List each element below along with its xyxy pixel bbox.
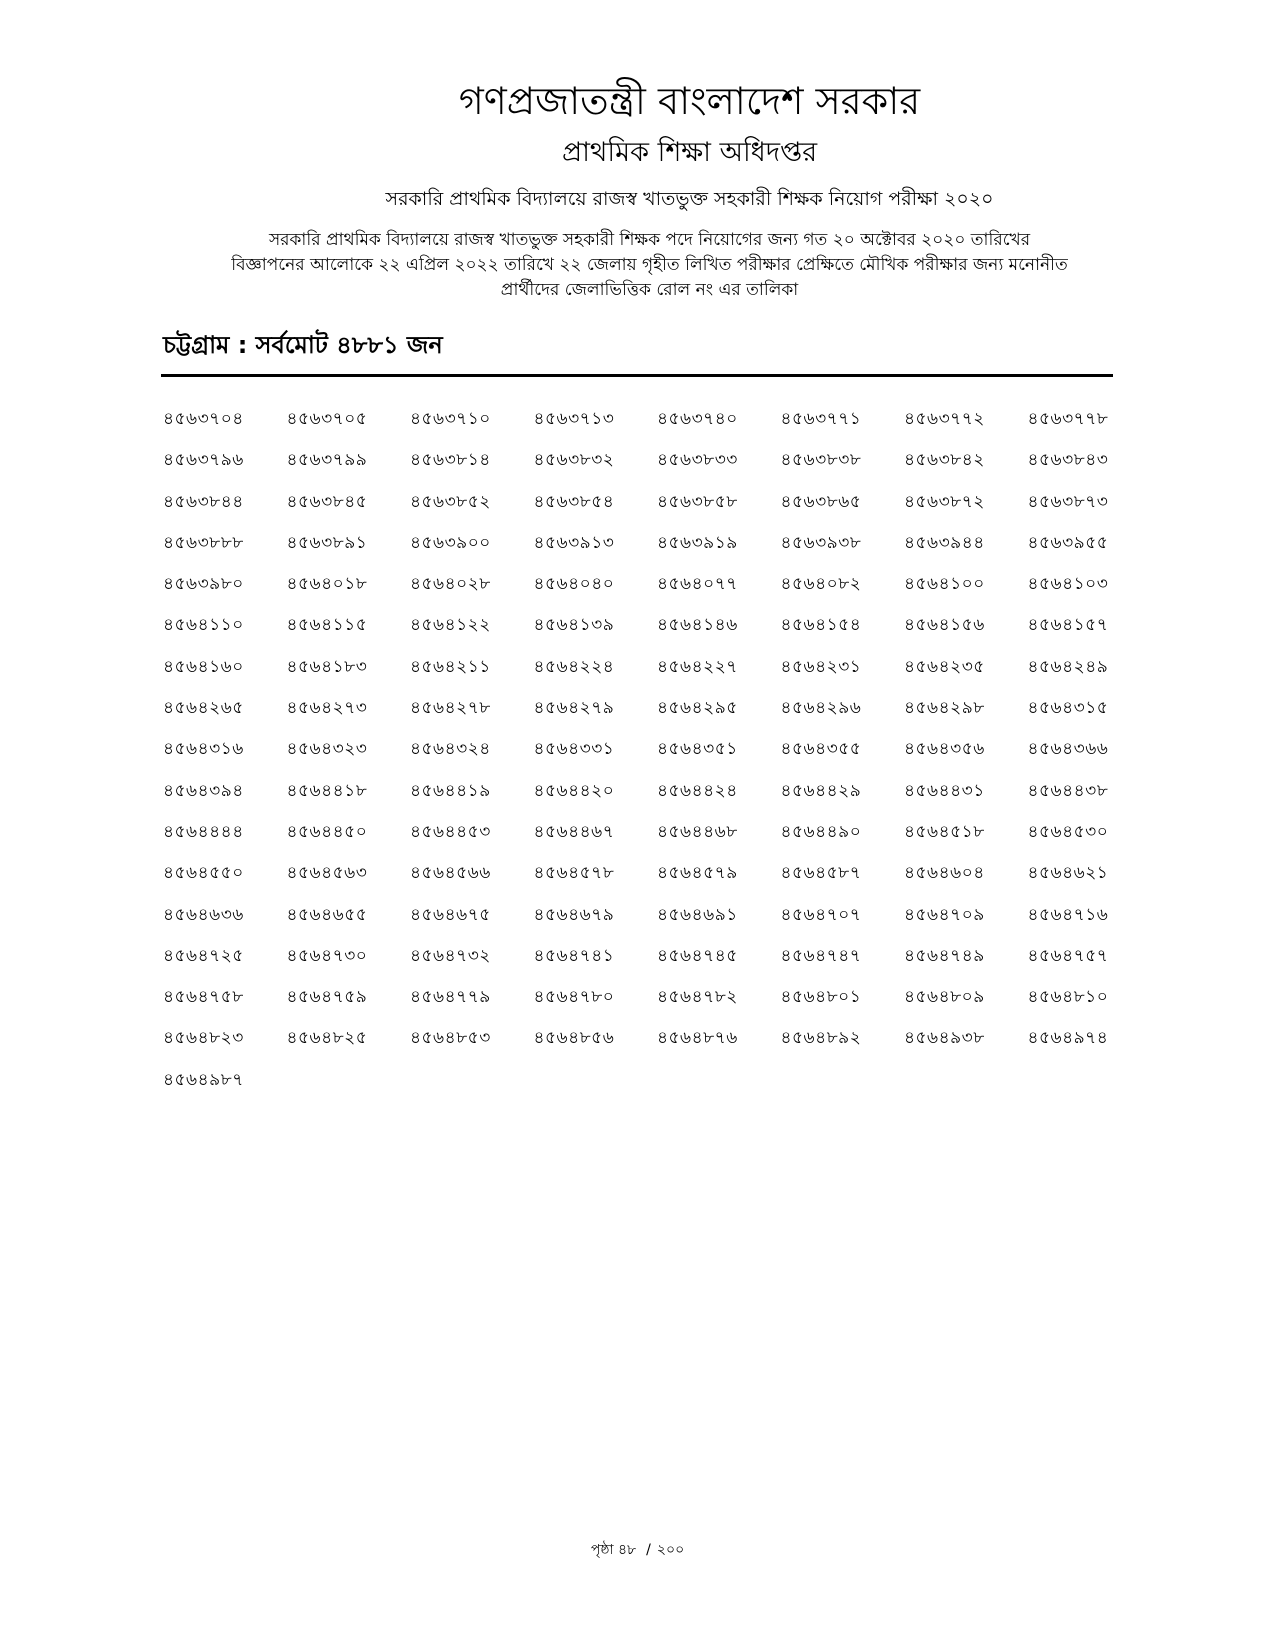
notice-line: সরকারি প্রাথমিক বিদ্যালয়ে রাজস্ব খাতভুক্ত সহকারী শিক্ষক পদে নিয়োগের জন্য গত ২০ অক্টোবর ২০২০ তারিখের — [268, 230, 1031, 250]
roll-number: ৪৫৬৪৪৬৮ — [657, 821, 738, 842]
roll-number: ৪৫৬৪১১৫ — [286, 615, 368, 636]
roll-number: ৪৫৬৩৮৩৩ — [657, 450, 738, 471]
roll-number: ৪৫৬৪১৩৯ — [533, 615, 615, 636]
notice-line: প্রার্থীদের জেলাভিত্তিক রোল নং এর তালিকা — [500, 280, 799, 300]
roll-number: ৪৫৬৪৮৭৬ — [657, 1028, 738, 1049]
roll-number: ৪৫৬৪৩৯৪ — [163, 780, 244, 801]
roll-number: ৪৫৬৪০৭৭ — [657, 574, 738, 595]
roll-number: ৪৫৬৪৮১০ — [1027, 987, 1109, 1008]
roll-number: ৪৫৬৩৯৫৫ — [1027, 532, 1109, 553]
roll-number: ৪৫৬৪৩২৩ — [286, 739, 368, 760]
roll-number: ৪৫৬৪৪৬৭ — [533, 821, 615, 842]
roll-number: ৪৫৬৪৬৭৫ — [410, 904, 491, 925]
exam-title: সরকারি প্রাথমিক বিদ্যালয়ে রাজস্ব খাতভুক্ত সহকারী শিক্ষক নিয়োগ পরীক্ষা ২০২০ — [385, 188, 994, 210]
total-pages: ২০০ — [656, 1542, 685, 1558]
roll-number: ৪৫৬৪৮৫৩ — [410, 1028, 491, 1049]
roll-number: ৪৫৬৪৪৫০ — [286, 821, 368, 842]
roll-number: ৪৫৬৪২৩১ — [780, 656, 862, 677]
document-header — [0, 78, 1275, 303]
roll-number: ৪৫৬৩৭৭২ — [904, 409, 985, 429]
roll-number: ৪৫৬৪১১০ — [163, 615, 244, 636]
roll-number: ৪৫৬৩৭৯৬ — [163, 450, 244, 471]
roll-number: ৪৫৬৪৫৬৬ — [410, 863, 491, 884]
notice-line: বিজ্ঞাপনের আলোকে ২২ এপ্রিল ২০২২ তারিখে ২২ জেলায় গৃহীত লিখিত পরীক্ষার প্রেক্ষিতে মৌখিক পরীক্ষার জন্য মনোনীত — [231, 255, 1068, 275]
roll-number: ৪৫৬৪১০০ — [904, 574, 985, 595]
roll-number: ৪৫৬৪৫৬৩ — [286, 863, 368, 884]
roll-number: ৪৫৬৪৭৮০ — [533, 987, 615, 1008]
roll-number: ৪৫৬৩৮৯১ — [286, 532, 368, 553]
roll-number: ৪৫৬৪৬০৪ — [904, 863, 985, 884]
roll-number: ৪৫৬৪৭৮২ — [657, 987, 738, 1008]
roll-number: ৪৫৬৪৪২০ — [533, 780, 615, 801]
roll-number: ৪৫৬৪৭৪৭ — [780, 945, 862, 966]
roll-number: ৪৫৬৪৪৯০ — [780, 821, 862, 842]
page-separator: / — [646, 1542, 651, 1558]
roll-number: ৪৫৬৪২৭৩ — [286, 698, 368, 719]
roll-number: ৪৫৬৩৮৫৪ — [533, 491, 615, 512]
roll-number: ৪৫৬৪৭৫৭ — [1027, 945, 1109, 966]
roll-number: ৪৫৬৪১৪৬ — [657, 615, 738, 636]
roll-number: ৪৫৬৪২৬৫ — [163, 698, 244, 719]
roll-number: ৪৫৬৪৮০১ — [780, 987, 862, 1008]
notice-text — [12, 228, 1275, 303]
roll-number: ৪৫৬৪৪৩৮ — [1027, 780, 1109, 801]
roll-number: ৪৫৬৪২২৭ — [657, 656, 738, 677]
roll-number: ৪৫৬৪৮৯২ — [780, 1028, 862, 1049]
roll-number: ৪৫৬৪৭২৫ — [163, 945, 244, 966]
roll-number: ৪৫৬৩৮৮৮ — [163, 532, 244, 553]
roll-number: ৪৫৬৪০২৮ — [410, 574, 491, 595]
roll-number: ৪৫৬৩৭৭৮ — [1027, 409, 1109, 429]
roll-number: ৪৫৬৩৮১৪ — [410, 450, 491, 471]
roll-number: ৪৫৬৪১৫৪ — [780, 615, 862, 636]
roll-number: ৪৫৬৪৯৮৭ — [163, 1069, 244, 1090]
roll-number: ৪৫৬৩৯০০ — [410, 532, 491, 553]
roll-number: ৪৫৬৪৭৫৮ — [163, 987, 244, 1008]
roll-number: ৪৫৬৪৩২৪ — [410, 739, 491, 760]
roll-number: ৪৫৬৪৪২৪ — [657, 780, 738, 801]
roll-number: ৪৫৬৪৫৮৭ — [780, 863, 862, 884]
roll-number: ৪৫৬৪১৮৩ — [286, 656, 368, 677]
roll-number: ৪৫৬৪৭৭৯ — [410, 987, 491, 1008]
roll-number: ৪৫৬৪৭৩২ — [410, 945, 491, 966]
roll-number: ৪৫৬৩৯৮০ — [163, 574, 244, 595]
government-title: গণপ্রজাতন্ত্রী বাংলাদেশ সরকার — [458, 79, 921, 123]
roll-number: ৪৫৬৩৮৪২ — [904, 450, 985, 471]
roll-number: ৪৫৬৪২৯৫ — [657, 698, 738, 719]
roll-number: ৪৫৬৩৭৪০ — [657, 409, 738, 429]
roll-number: ৪৫৬৩৯১৯ — [657, 532, 738, 553]
roll-number: ৪৫৬৪০৮২ — [780, 574, 862, 595]
roll-number: ৪৫৬৩৮৪৩ — [1027, 450, 1109, 471]
roll-number: ৪৫৬৪৮০৯ — [904, 987, 985, 1008]
roll-number: ৪৫৬৩৯৪৪ — [904, 532, 985, 553]
roll-number: ৪৫৬৪৪৫৩ — [410, 821, 491, 842]
roll-number: ৪৫৬৪০৪০ — [533, 574, 615, 595]
page-footer — [0, 1538, 1275, 1562]
roll-number: ৪৫৬৪৩১৬ — [163, 739, 244, 760]
roll-number: ৪৫৬৪৭৩০ — [286, 945, 368, 966]
roll-number: ৪৫৬৪৬৯১ — [657, 904, 738, 925]
roll-number: ৪৫৬৩৮৬৫ — [780, 491, 862, 512]
roll-number: ৪৫৬৪৬২১ — [1027, 863, 1109, 884]
roll-number: ৪৫৬৩৮৩৮ — [780, 450, 862, 471]
roll-number: ৪৫৬৪২৪৯ — [1027, 656, 1109, 677]
roll-number: ৪৫৬৪২১১ — [410, 656, 491, 677]
roll-number: ৪৫৬৪৩৫১ — [657, 739, 738, 760]
roll-number: ৪৫৬৩৭১০ — [410, 409, 491, 429]
roll-number: ৪৫৬৪২৭৯ — [533, 698, 615, 719]
department-title: প্রাথমিক শিক্ষা অধিদপ্তর — [561, 137, 818, 168]
roll-number: ৪৫৬৪৭১৬ — [1027, 904, 1109, 925]
roll-number: ৪৫৬৪৬৩৬ — [163, 904, 244, 925]
roll-number: ৪৫৬৪৭৪৫ — [657, 945, 738, 966]
roll-number: ৪৫৬৩৭৭১ — [780, 409, 862, 429]
roll-number: ৪৫৬৪৮৫৬ — [533, 1028, 615, 1049]
roll-number: ৪৫৬৪৭৫৯ — [286, 987, 368, 1008]
roll-number: ৪৫৬৩৮৫২ — [410, 491, 491, 512]
roll-number: ৪৫৬৩৮৫৮ — [657, 491, 738, 512]
roll-number: ৪৫৬৪১৬০ — [163, 656, 244, 677]
roll-number: ৪৫৬৪৩৩১ — [533, 739, 615, 760]
roll-number: ৪৫৬৪৬৫৫ — [286, 904, 368, 925]
roll-number: ৪৫৬৪৩৫৬ — [904, 739, 985, 760]
roll-number: ৪৫৬৪২৯৮ — [904, 698, 985, 719]
roll-number: ৪৫৬৪৫৭৮ — [533, 863, 615, 884]
roll-number: ৪৫৬৩৯৩৮ — [780, 532, 862, 553]
roll-number-grid — [163, 406, 1123, 1108]
roll-number: ৪৫৬৪২৭৮ — [410, 698, 491, 719]
roll-number: ৪৫৬৪৮২৫ — [286, 1028, 368, 1049]
roll-number: ৪৫৬৪৩৫৫ — [780, 739, 862, 760]
roll-number: ৪৫৬৪১২২ — [410, 615, 491, 636]
roll-number: ৪৫৬৪৪৩১ — [904, 780, 985, 801]
roll-number: ৪৫৬৪৭০৭ — [780, 904, 862, 925]
roll-number: ৪৫৬৩৮৪৪ — [163, 491, 244, 512]
heading-divider — [161, 374, 1113, 377]
district-heading: চট্টগ্রাম : সর্বমোট ৪৮৮১ জন — [163, 331, 443, 359]
roll-number: ৪৫৬৪৭৪১ — [533, 945, 615, 966]
roll-number: ৪৫৬৪৭৪৯ — [904, 945, 985, 966]
roll-number: ৪৫৬৩৯১৩ — [533, 532, 615, 553]
roll-number: ৪৫৬৪৯৩৮ — [904, 1028, 985, 1049]
roll-number: ৪৫৬৩৮৭৩ — [1027, 491, 1109, 512]
roll-number: ৪৫৬৪৭০৯ — [904, 904, 985, 925]
roll-number: ৪৫৬৪৩১৫ — [1027, 698, 1109, 719]
roll-number: ৪৫৬৪৪২৯ — [780, 780, 862, 801]
roll-number: ৪৫৬৪২২৪ — [533, 656, 615, 677]
roll-number: ৪৫৬৪৪১৯ — [410, 780, 491, 801]
roll-number: ৪৫৬৪৪৪৪ — [163, 821, 244, 842]
roll-number: ৪৫৬৪৪১৮ — [286, 780, 368, 801]
roll-number: ৪৫৬৪৩৬৬ — [1027, 739, 1109, 760]
roll-number: ৪৫৬৪৫৩০ — [1027, 821, 1109, 842]
roll-number: ৪৫৬৩৮৩২ — [533, 450, 615, 471]
roll-number: ৪৫৬৪৫৫০ — [163, 863, 244, 884]
roll-number: ৪৫৬৪২৯৬ — [780, 698, 862, 719]
roll-number: ৪৫৬৪৯৭৪ — [1027, 1028, 1109, 1049]
roll-number: ৪৫৬৪১৫৬ — [904, 615, 985, 636]
roll-number: ৪৫৬৪১০৩ — [1027, 574, 1109, 595]
roll-number: ৪৫৬৩৭৯৯ — [286, 450, 368, 471]
roll-number: ৪৫৬৪০১৮ — [286, 574, 368, 595]
roll-number: ৪৫৬৪৬৭৯ — [533, 904, 615, 925]
roll-number: ৪৫৬৪২৩৫ — [904, 656, 985, 677]
roll-number: ৪৫৬৪৫১৮ — [904, 821, 985, 842]
roll-number: ৪৫৬৩৭০৪ — [163, 409, 244, 429]
roll-number: ৪৫৬৪৫৭৯ — [657, 863, 738, 884]
roll-number: ৪৫৬৩৭১৩ — [533, 409, 615, 429]
roll-number: ৪৫৬৩৭০৫ — [286, 409, 368, 429]
roll-number: ৪৫৬৪৮২৩ — [163, 1028, 244, 1049]
page-number: পৃষ্ঠা ৪৮ — [590, 1542, 637, 1558]
roll-number: ৪৫৬৪১৫৭ — [1027, 615, 1109, 636]
roll-number: ৪৫৬৩৮৪৫ — [286, 491, 368, 512]
roll-number: ৪৫৬৩৮৭২ — [904, 491, 985, 512]
